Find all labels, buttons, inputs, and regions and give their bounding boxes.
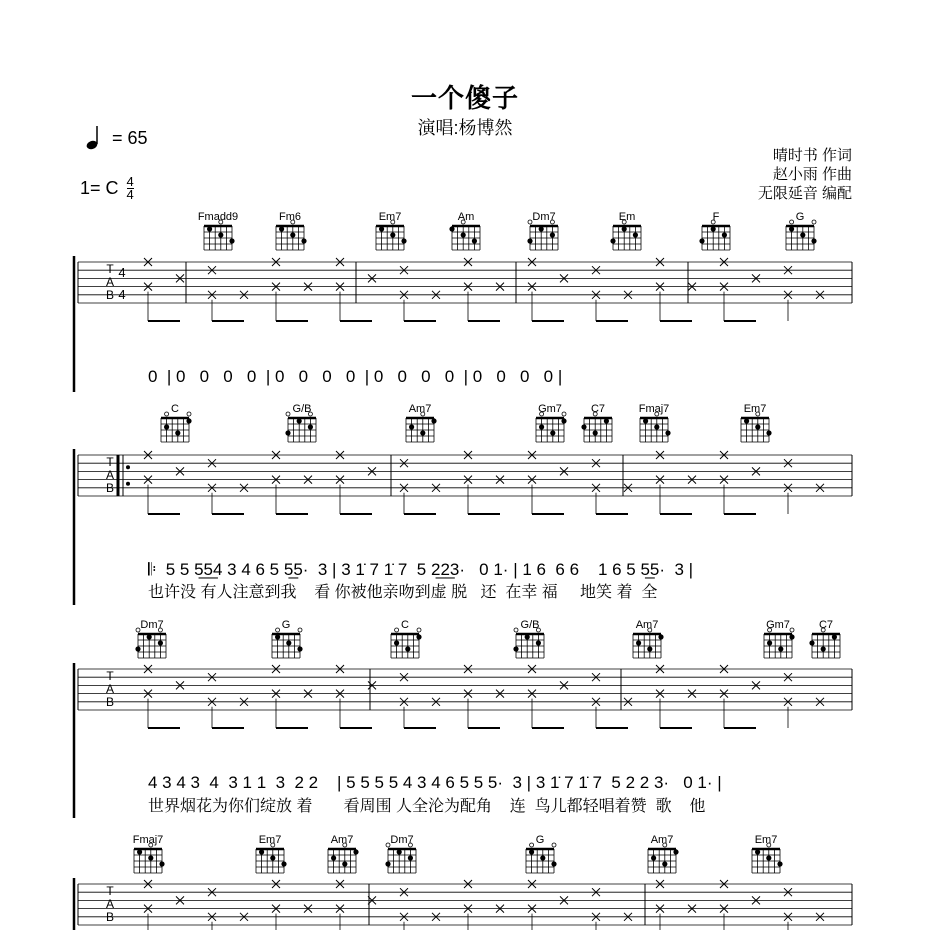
chord-finger-dot (777, 861, 782, 866)
chord-finger-dot (821, 646, 826, 651)
chord-finger-dot (431, 418, 436, 423)
chord-finger-dot (832, 634, 837, 639)
chord-finger-dot (207, 226, 212, 231)
tab-system (74, 834, 852, 930)
chord-finger-dot (665, 430, 670, 435)
chord-finger-dot (513, 646, 518, 651)
chord-name: Fm6 (279, 211, 301, 223)
chord-finger-dot (604, 418, 609, 423)
jianpu-line: 0 | 0 0 0 0 | 0 0 0 0 | 0 0 0 0 | 0 0 0 0 | (148, 367, 563, 386)
chord-finger-dot (229, 238, 234, 243)
chord-name: G (535, 834, 545, 846)
tab-time-sig-top: 4 (118, 265, 126, 280)
chord-finger-dot (755, 849, 760, 854)
chord-finger-dot (342, 861, 347, 866)
chord-finger-dot (800, 232, 805, 237)
chord-finger-dot (175, 430, 180, 435)
chord-finger-dot (401, 238, 406, 243)
chord-finger-dot (331, 855, 336, 860)
chord-finger-dot (297, 418, 302, 423)
chord-open-string (790, 220, 794, 224)
repeat-dot (126, 482, 130, 486)
chord-finger-dot (385, 861, 390, 866)
lyrics-line: 也许没 有人注意到我 看 你被他亲吻到虚 脱 还 在幸 福 地笑 着 全 (148, 584, 658, 601)
tab-time-sig-bottom: 4 (118, 287, 126, 302)
chord-name: Am7 (408, 403, 432, 415)
chord-name: C (401, 619, 409, 631)
singer-line: 演唱:杨博然 (417, 118, 513, 138)
chord-finger-dot (301, 238, 306, 243)
chord-open-string (552, 843, 556, 847)
jianpu-line: 𝄆 5 5 5̲5̲4 3 4 6 5 5̲5· 3 | 3 1̇ 7 1̇ 7 5 2̲2̲3· 0 1· | 1 6 6 6 1 6 5 5̲5· 3 | (148, 560, 694, 579)
tab-system (74, 211, 852, 392)
chord-finger-dot (651, 855, 656, 860)
chord-finger-dot (416, 634, 421, 639)
chord-open-string (187, 412, 191, 416)
chord-finger-dot (766, 855, 771, 860)
tab-letter: A (105, 682, 115, 696)
chord-finger-dot (137, 849, 142, 854)
chord-finger-dot (281, 861, 286, 866)
chord-open-string (812, 220, 816, 224)
chord-finger-dot (135, 646, 140, 651)
tab-letter: T (106, 455, 114, 469)
chord-name: Dm7 (390, 834, 414, 846)
chord-finger-dot (285, 430, 290, 435)
chord-finger-dot (408, 855, 413, 860)
chord-finger-dot (540, 855, 545, 860)
chord-finger-dot (789, 226, 794, 231)
chord-finger-dot (755, 424, 760, 429)
chord-finger-dot (397, 849, 402, 854)
chord-finger-dot (654, 424, 659, 429)
chord-finger-dot (662, 861, 667, 866)
chord-name: Fmaj7 (132, 834, 164, 846)
chord-open-string (165, 412, 169, 416)
chord-name: Dm7 (532, 211, 556, 223)
chord-finger-dot (158, 640, 163, 645)
chord-finger-dot (164, 424, 169, 429)
chord-finger-dot (270, 855, 275, 860)
chord-name: Am7 (330, 834, 354, 846)
chord-name: G (281, 619, 291, 631)
tab-letter: B (105, 695, 115, 709)
tab-letter: B (105, 910, 115, 924)
tab-system (74, 619, 852, 818)
chord-finger-dot (766, 430, 771, 435)
chord-finger-dot (539, 226, 544, 231)
chord-finger-dot (550, 232, 555, 237)
repeat-dot (126, 465, 130, 469)
lyrics-line: 世界烟花为你们绽放 着 看周围 人全沦为配角 连 鸟儿都轻唱着赞 歌 他 (148, 798, 706, 815)
chord-finger-dot (633, 232, 638, 237)
chord-open-string (530, 843, 534, 847)
chord-finger-dot (711, 226, 716, 231)
chord-finger-dot (789, 634, 794, 639)
chord-finger-dot (186, 418, 191, 423)
chord-name: Em7 (258, 834, 282, 846)
chord-finger-dot (147, 634, 152, 639)
chord-finger-dot (525, 634, 530, 639)
chord-name: Fmaj7 (638, 403, 670, 415)
chord-finger-dot (394, 640, 399, 645)
chord-name: Am (457, 211, 475, 223)
chord-open-string (790, 628, 794, 632)
lyricist-credit: 晴时书 作词 (772, 147, 852, 164)
chord-finger-dot (636, 640, 641, 645)
chord-name: Em7 (754, 834, 778, 846)
chord-finger-dot (286, 640, 291, 645)
chord-finger-dot (744, 418, 749, 423)
chord-finger-dot (561, 418, 566, 423)
chord-open-string (514, 628, 518, 632)
chord-finger-dot (275, 634, 280, 639)
chord-finger-dot (472, 238, 477, 243)
chord-name: Em (618, 211, 636, 223)
chord-open-string (298, 628, 302, 632)
song-title: 一个傻子 (410, 83, 519, 113)
chord-finger-dot (811, 238, 816, 243)
tab-letter: T (106, 262, 114, 276)
chord-finger-dot (308, 424, 313, 429)
chord-open-string (276, 628, 280, 632)
chord-finger-dot (148, 855, 153, 860)
chord-open-string (286, 412, 290, 416)
chord-name: Fmadd9 (197, 211, 239, 223)
chord-name: Em7 (743, 403, 767, 415)
tab-letter: A (105, 275, 115, 289)
chord-name: G/B (520, 619, 540, 631)
tab-letter: B (105, 481, 115, 495)
chord-finger-dot (449, 226, 454, 231)
tab-letter: B (105, 288, 115, 302)
chord-finger-dot (218, 232, 223, 237)
tab-letter: T (106, 669, 114, 683)
chord-finger-dot (767, 640, 772, 645)
chord-open-string (395, 628, 399, 632)
chord-name: Em7 (378, 211, 402, 223)
chord-finger-dot (405, 646, 410, 651)
tempo-value: = 65 (112, 127, 148, 148)
chord-name: Am7 (635, 619, 659, 631)
chord-finger-dot (529, 849, 534, 854)
chord-finger-dot (622, 226, 627, 231)
chord-finger-dot (461, 232, 466, 237)
chord-finger-dot (658, 634, 663, 639)
chord-finger-dot (809, 640, 814, 645)
chord-finger-dot (390, 232, 395, 237)
chord-finger-dot (699, 238, 704, 243)
chord-name: C7 (590, 403, 606, 415)
chord-name: Gm7 (538, 403, 562, 415)
chord-name: Dm7 (140, 619, 164, 631)
arranger-credit: 无限延音 编配 (757, 185, 852, 202)
tab-letter: A (105, 897, 115, 911)
chord-name: C (171, 403, 179, 415)
chord-finger-dot (778, 646, 783, 651)
chord-finger-dot (722, 232, 727, 237)
chord-open-string (562, 412, 566, 416)
chord-finger-dot (290, 232, 295, 237)
chord-finger-dot (536, 640, 541, 645)
chord-finger-dot (550, 430, 555, 435)
chord-finger-dot (551, 861, 556, 866)
chord-finger-dot (593, 430, 598, 435)
chord-finger-dot (159, 861, 164, 866)
chord-finger-dot (673, 849, 678, 854)
chord-finger-dot (379, 226, 384, 231)
chord-finger-dot (527, 238, 532, 243)
chord-finger-dot (539, 424, 544, 429)
tab-letter: T (106, 884, 114, 898)
chord-finger-dot (259, 849, 264, 854)
key-label: 1= C (80, 178, 119, 198)
chord-finger-dot (420, 430, 425, 435)
chord-name: G/B (292, 403, 312, 415)
composer-credit: 赵小雨 作曲 (772, 166, 852, 183)
chord-finger-dot (643, 418, 648, 423)
chord-finger-dot (353, 849, 358, 854)
jianpu-line: 4 3 4 3 4 3 1 1 3 2 2 | 5 5 5 5 4 3 4 6 5 5 5· 3 | 3 1̇ 7 1̇ 7 5 2 2 3· 0 1· | (148, 773, 722, 792)
chord-open-string (417, 628, 421, 632)
chord-name: Am7 (650, 834, 674, 846)
chord-finger-dot (647, 646, 652, 651)
chord-finger-dot (581, 424, 586, 429)
tab-system (74, 403, 852, 605)
chord-name: Gm7 (766, 619, 790, 631)
chord-name: G (795, 211, 805, 223)
chord-finger-dot (297, 646, 302, 651)
chord-name: C7 (818, 619, 834, 631)
chord-name: F (712, 211, 720, 223)
chord-finger-dot (279, 226, 284, 231)
chord-finger-dot (409, 424, 414, 429)
chord-finger-dot (610, 238, 615, 243)
tab-letter: A (105, 468, 115, 482)
time-signature: $\frac{4}{4}$ (126, 174, 134, 202)
